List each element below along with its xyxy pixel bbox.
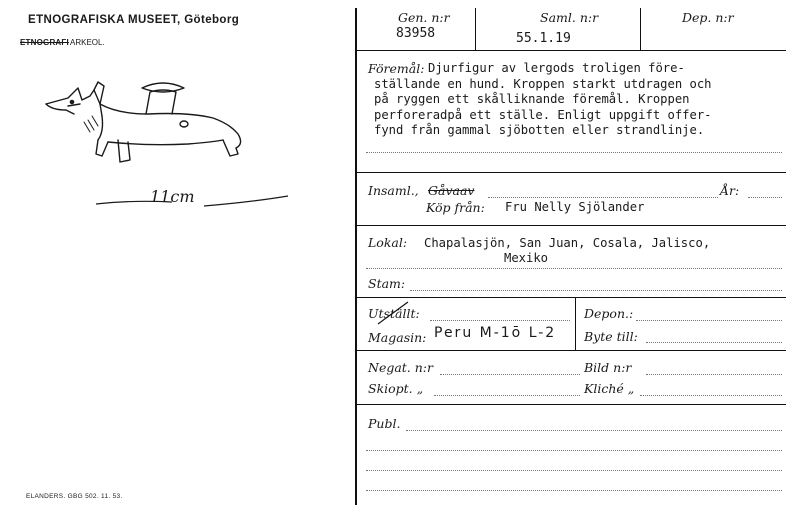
bild-dotted-line xyxy=(646,374,782,375)
utstallt-divider xyxy=(575,298,576,350)
header-rule xyxy=(356,50,786,51)
utstallt-dotted-line xyxy=(430,320,570,321)
foremal-label: Föremål: xyxy=(368,61,425,76)
insaml-label: Insaml., xyxy=(368,183,419,198)
skiopt-dotted-line xyxy=(434,395,580,396)
lokal-line-2: Mexiko xyxy=(504,251,549,265)
gen-nr-label: Gen. n:r xyxy=(398,10,450,25)
publ-dotted-line-1 xyxy=(406,430,782,431)
kop-value: Fru Nelly Sjölander xyxy=(505,200,645,214)
cliche-label: Kliché „ xyxy=(584,381,635,396)
foremal-line-1: Djurfigur av lergods troligen före- xyxy=(428,61,685,75)
kop-label: Köp från: xyxy=(426,200,485,215)
magasin-label: Magasin: xyxy=(368,330,427,345)
stam-dotted-line xyxy=(410,290,782,291)
header-divider-1 xyxy=(475,8,476,50)
utstallt-strike-mark xyxy=(368,298,428,326)
magasin-rule xyxy=(356,350,786,351)
foremal-rule xyxy=(356,172,786,173)
foremal-line-5: fynd från gammal sjöbotten eller strandlinje. xyxy=(374,123,705,137)
ar-dotted-line xyxy=(748,197,782,198)
bild-label: Bild n:r xyxy=(584,360,632,375)
scale-label: 11cm xyxy=(150,187,195,206)
utstallt-label: Utställt: xyxy=(368,306,420,321)
dep-nr-label: Dep. n:r xyxy=(682,10,734,25)
foremal-line-2: ställande en hund. Kroppen starkt utdragen och xyxy=(374,76,712,91)
insaml-rule xyxy=(356,225,786,226)
card-vertical-rule xyxy=(355,8,357,505)
foremal-line-3: på ryggen ett skålliknande föremål. Kroppen xyxy=(374,92,690,106)
header-divider-2 xyxy=(640,8,641,50)
foremal-dotted-line xyxy=(366,152,782,153)
skiopt-label: Skiopt. „ xyxy=(368,381,424,396)
depon-label: Depon.: xyxy=(584,306,634,321)
byte-dotted-line xyxy=(646,342,782,343)
department-struck: ETNOGRAFI xyxy=(20,38,69,47)
dog-figurine-sketch xyxy=(38,70,268,180)
insaml-struck: Gåvaav xyxy=(428,183,475,198)
lokal-label: Lokal: xyxy=(368,235,408,250)
museum-name: ETNOGRAFISKA MUSEET, Göteborg xyxy=(28,14,240,26)
publ-dotted-line-2 xyxy=(366,450,782,451)
negat-label: Negat. n:r xyxy=(368,360,433,375)
insaml-dotted-line xyxy=(488,197,718,198)
stam-label: Stam: xyxy=(368,276,406,291)
publ-dotted-line-4 xyxy=(366,490,782,491)
negat-rule xyxy=(356,404,786,405)
saml-nr-value: 55.1.19 xyxy=(516,31,571,46)
department: ARKEOL. xyxy=(70,38,105,47)
foremal-line-4: perforeradpå ett ställe. Enligt uppgift offer- xyxy=(374,107,712,122)
magasin-value: Peru M-1ō L-2 xyxy=(434,325,557,341)
negat-dotted-line xyxy=(440,374,580,375)
lokal-dotted-line xyxy=(366,268,782,269)
gen-nr-value: 83958 xyxy=(396,26,436,41)
saml-nr-label: Saml. n:r xyxy=(540,10,599,25)
publ-dotted-line-3 xyxy=(366,470,782,471)
lokal-line-1: Chapalasjön, San Juan, Cosala, Jalisco, xyxy=(424,236,711,250)
publ-label: Publ. xyxy=(368,416,401,431)
ar-label: År: xyxy=(720,183,740,198)
depon-dotted-line xyxy=(636,320,782,321)
byte-label: Byte till: xyxy=(584,329,638,344)
cliche-dotted-line xyxy=(640,395,782,396)
printer-imprint: ELANDERS. GBG 502. 11. 53. xyxy=(26,493,123,500)
